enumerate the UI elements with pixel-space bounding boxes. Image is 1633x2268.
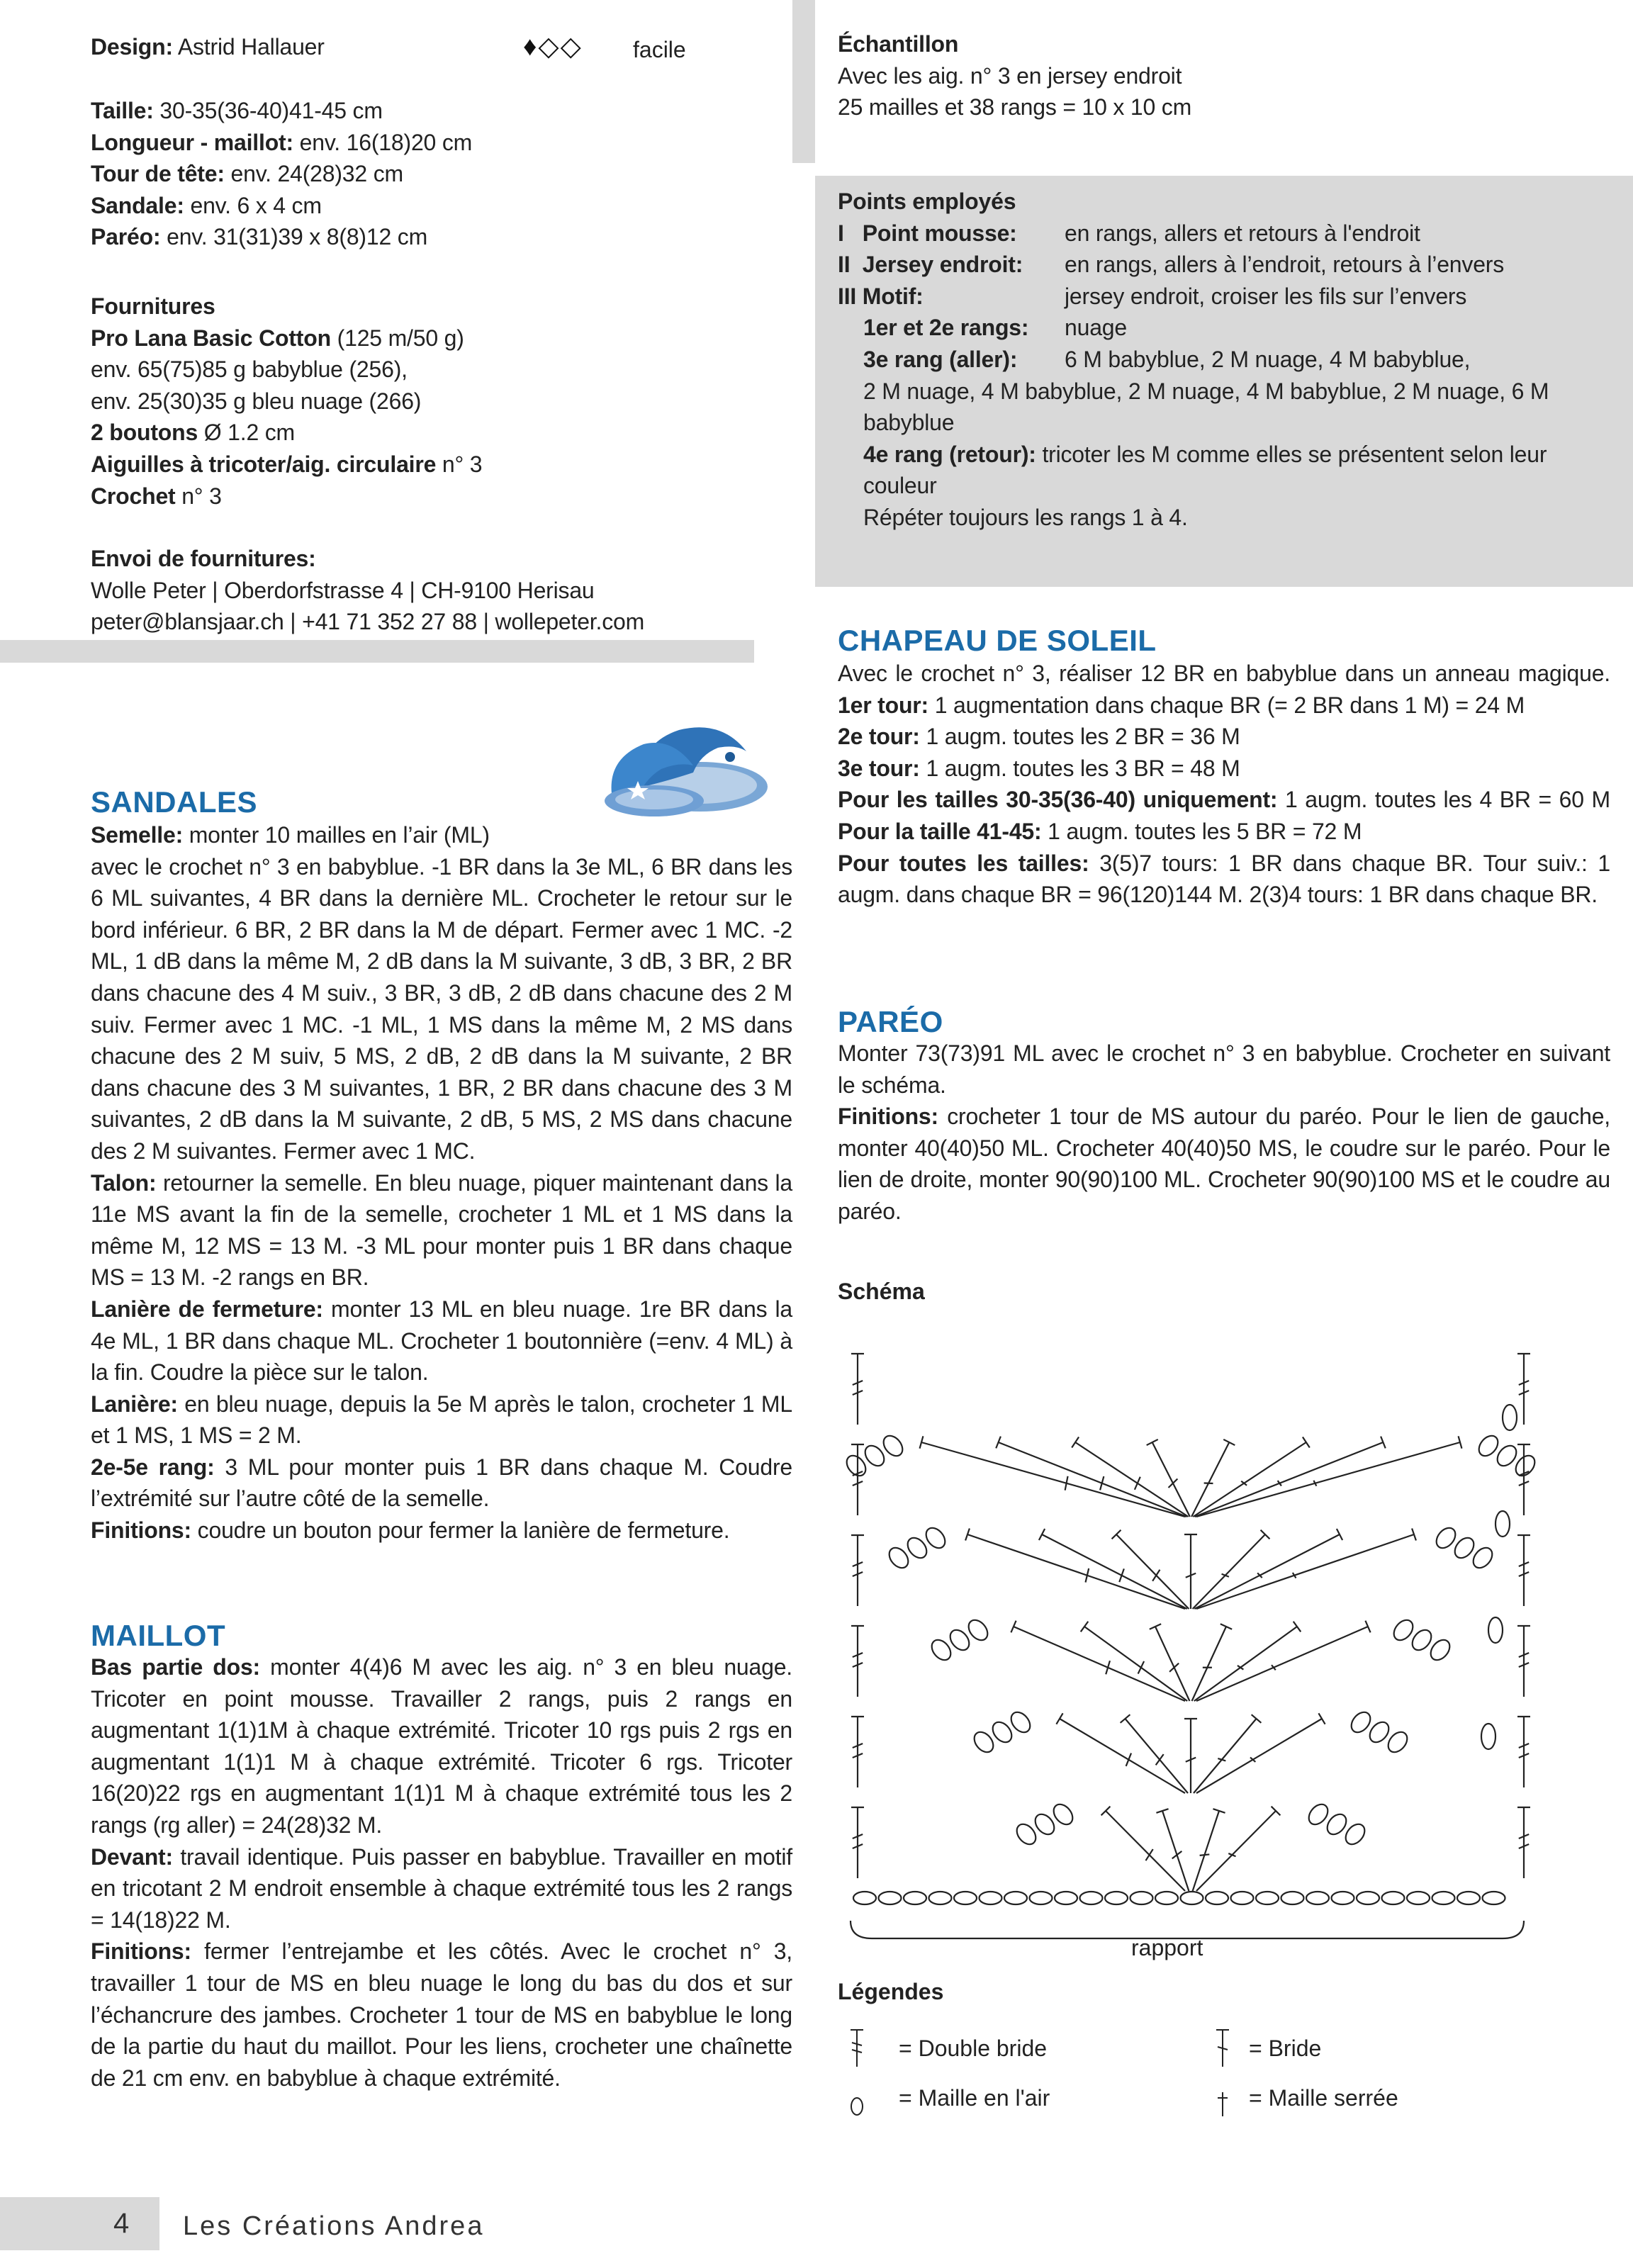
difficulty-label: facile bbox=[633, 37, 686, 62]
chart-stitch-top bbox=[1147, 1439, 1158, 1445]
chart-stitch-bar bbox=[1135, 1477, 1140, 1490]
chart-chain bbox=[1357, 1892, 1379, 1904]
chart-chain bbox=[1130, 1892, 1153, 1904]
chart-stitch-bar bbox=[1145, 1849, 1152, 1860]
chart-stitch-bar bbox=[1138, 1661, 1144, 1674]
chart-chain bbox=[1231, 1892, 1254, 1904]
chart-stitch-top bbox=[1223, 1439, 1235, 1445]
echantillon-section: Échantillon Avec les aig. n° 3 en jersey endroit 25 mailles et 38 rangs = 10 x 10 cm bbox=[838, 28, 1603, 123]
chart-stitch-top bbox=[1150, 1624, 1161, 1629]
difficulty-diamonds-icon: ♦◇◇ bbox=[523, 32, 583, 62]
fournitures-title: Fournitures bbox=[91, 293, 215, 319]
publication-title: Les Créations Andrea bbox=[183, 2211, 485, 2241]
bride-icon bbox=[1212, 2027, 1233, 2070]
chart-chain bbox=[980, 1892, 1002, 1904]
designer-line: Design: Astrid Hallauer bbox=[91, 34, 325, 60]
point-row: III Motif: jersey endroit, croiser les fils sur l’envers bbox=[838, 283, 1467, 309]
echantillon-title: Échantillon bbox=[838, 31, 959, 57]
point-row: II Jersey endroit: en rangs, allers à l’endroit, retours à l’envers bbox=[838, 252, 1505, 278]
point-row: 1er et 2e rangs: nuage bbox=[863, 315, 1127, 341]
pareo-text: Monter 73(73)91 ML avec le crochet n° 3 en babyblue. Crocheter en suivant le schéma. Finitions: crocheter 1 tour de MS autour du paréo. Pour le lien de gauche, monter 40(40)50 ML. Crocheter 40(40)50 MS, le coudre sur le paréo. Pour le lien de droite, monter 90(90)100 ML. Crocheter 90(90)100 MS et le coudre au paréo. bbox=[838, 1040, 1610, 1224]
chart-chain bbox=[1306, 1892, 1329, 1904]
size-row: Tour de tête: env. 24(28)32 cm bbox=[91, 161, 403, 187]
chart-stitch-bar bbox=[1169, 1663, 1179, 1672]
chart-chain bbox=[954, 1892, 977, 1904]
maillot-text: Bas partie dos: monter 4(4)6 M avec les aig. n° 3 en bleu nuage. Tricoter en point mousse. Travailler 2 rangs, puis 2 rangs en augmentant 1(1)1M à chaque extrémité. Tricoter 10 rgs puis 2 rgs en augmentant 1(1)1 M à chaque extrémité. Tricoter 6 rgs. Tricoter 16(20)22 rgs en augmentant 1(1)1 M à chaque extrémité tous les 2 rangs (rg aller) = 24(28)32 M. Devant: travail identique. Puis passer en babyblue. Travailler en motif en tricotant 2 M endroit ensemble à chaque extrémité tous les 2 rangs = 14(18)22 M. Finitions: fermer l’entrejambe et les côtés. Avec le crochet n° 3, travailler 1 tour de MS en bleu nuage le long du bas du dos et sur l’échancrure des jambes. Crocheter 1 tour de MS en babyblue le long de la partie du haut du maillot. Pour les liens, crocheter une chaînette de 21 cm env. en babyblue à chaque extrémité. bbox=[91, 1654, 792, 2091]
chart-stitch bbox=[921, 1442, 1185, 1517]
chart-chain bbox=[1281, 1892, 1304, 1904]
page-number-box bbox=[0, 2197, 159, 2250]
chart-chain bbox=[1483, 1892, 1505, 1904]
chart-stitch bbox=[1106, 1811, 1185, 1891]
point-row: I Point mousse: en rangs, allers et retours à l'endroit bbox=[838, 220, 1420, 246]
chapeau-heading: CHAPEAU DE SOLEIL bbox=[838, 624, 1157, 657]
sizes-list bbox=[91, 95, 729, 253]
chart-chain bbox=[1488, 1617, 1503, 1643]
chart-stitch-bar bbox=[1200, 1854, 1210, 1855]
envoi-address: Wolle Peter | Oberdorfstrasse 4 | CH-9100 Herisau bbox=[91, 577, 595, 603]
chart-chain bbox=[1181, 1892, 1203, 1904]
chart-stitch-top bbox=[1294, 1622, 1301, 1632]
envoi-section bbox=[91, 543, 729, 638]
chart-stitch-top bbox=[1056, 1713, 1062, 1724]
chart-chain bbox=[1105, 1892, 1128, 1904]
chart-stitch-top bbox=[1303, 1437, 1310, 1447]
sandales-text: Semelle: monter 10 mailles en l’air (ML) avec le crochet n° 3 en babyblue. -1 BR dans la 3e ML, 6 BR dans les 6 ML suivantes, 4 BR dans la dernière ML. Crocheter le retour sur le bord inférieur. 6 BR, 2 BR dans la M de départ. Fermer avec 1 MC. -2 ML, 1 dB dans la même M, 2 dB dans la M suivante, 3 dB, 3 BR, 2 BR dans chacune des 4 M suiv., 3 BR, 3 dB, 2 dB dans chacune des 2 M suiv. Fermer avec 1 MC. -1 ML, 1 MS dans la même M, 2 MS dans chacune des 2 M suiv, 5 MS, 2 dB, 2 dB dans la M suivante, 2 BR dans chacune des 3 M suivantes, 1 BR, 2 BR dans chacune des 3 M suivantes, 2 dB dans la M suivante, 2 dB, 5 MS, 2 MS dans chacune des 2 M suivantes. Fermer avec 1 MC. Talon: retourner la semelle. En bleu nuage, piquer maintenant dans la 11e MS avant la fin de la semelle, crocheter 1 ML et 1 MS dans la même M, 12 MS = 13 M. -3 ML pour monter puis 1 BR dans chaque MS = 13 M. -2 rangs en BR. Lanière de fermeture: monter 13 ML en bleu nuage. 1re BR dans la 4e ML, 1 BR dans chaque ML. Crocheter 1 boutonnière (=env. 4 ML) à la fin. Coudre la pièce sur le talon. Lanière: en bleu nuage, depuis la 5e M après le talon, crocheter 1 ML et 1 MS, 1 MS = 2 M. 2e-5e rang: 3 ML pour monter puis 1 BR dans chaque M. Coudre l’extrémité sur l’autre côté de la semelle. Finitions: coudre un bouton pour fermer la lanière de fermeture. bbox=[91, 822, 792, 1544]
chart-stitch-top bbox=[1220, 1624, 1232, 1629]
chart-chain bbox=[853, 1892, 876, 1904]
chart-stitch bbox=[1196, 1719, 1322, 1793]
chart-stitch-bar bbox=[1152, 1570, 1160, 1581]
double-bride-icon bbox=[846, 2027, 868, 2070]
chart-stitch-bar bbox=[1169, 1478, 1178, 1488]
maille-serree-icon bbox=[1212, 2084, 1233, 2119]
chart-chain bbox=[1055, 1892, 1077, 1904]
chart-stitch-top bbox=[1081, 1622, 1089, 1632]
chart-stitch bbox=[1196, 1442, 1460, 1517]
size-row: Longueur - maillot: env. 16(18)20 cm bbox=[91, 129, 473, 155]
point-row: 3e rang (aller): 6 M babyblue, 2 M nuage, 4 M babyblue, bbox=[863, 346, 1471, 372]
size-row: Taille: 30-35(36-40)41-45 cm bbox=[91, 98, 383, 123]
chart-chain bbox=[904, 1892, 926, 1904]
chart-chain bbox=[1030, 1892, 1053, 1904]
chapeau-text: Avec le crochet n° 3, réaliser 12 BR en babyblue dans un anneau magique. 1er tour: 1 augmentation dans chaque BR (= 2 BR dans 1 M) = 24 M 2e tour: 1 augm. toutes les 2 BR = 36 M 3e tour: 1 augm. toutes les 3 BR = 48 M Pour les tailles 30-35(36-40) uniquement: 1 augm. toutes les 4 BR = 60 M Pour la taille 41-45: 1 augm. toutes les 5 BR = 72 M Pour toutes les tailles: 3(5)7 tours: 1 BR dans chaque BR. Tour suiv.: 1 augm. dans chaque BR = 96(120)144 M. 2(3)4 tours: 1 BR dans chaque BR. bbox=[838, 661, 1610, 908]
chart-chain bbox=[1495, 1511, 1510, 1537]
chart-chain bbox=[1155, 1892, 1178, 1904]
points-title: Points employés bbox=[838, 189, 1016, 214]
chart-chain bbox=[929, 1892, 952, 1904]
chart-chain bbox=[1432, 1892, 1455, 1904]
sandal-photo bbox=[594, 702, 774, 822]
chart-stitch-bar bbox=[1172, 1851, 1182, 1859]
chart-chain bbox=[1481, 1724, 1495, 1749]
legendes-title: Légendes bbox=[838, 1979, 944, 2004]
chart-stitch-bar bbox=[1126, 1753, 1131, 1766]
envoi-contact: peter@blansjaar.ch | +41 71 352 27 88 | wollepeter.com bbox=[91, 609, 645, 635]
chart-stitch bbox=[1060, 1719, 1185, 1793]
size-row: Sandale: env. 6 x 4 cm bbox=[91, 192, 322, 218]
chart-stitch bbox=[1126, 1719, 1189, 1793]
chart-chain bbox=[1206, 1892, 1228, 1904]
chart-chain bbox=[1503, 1405, 1517, 1430]
chart-stitch bbox=[1194, 1534, 1340, 1609]
chart-chain bbox=[1332, 1892, 1354, 1904]
legend-maille-serree: = Maille serrée bbox=[1249, 2085, 1398, 2111]
schema-title: Schéma bbox=[838, 1279, 925, 1304]
chart-stitch bbox=[1162, 1811, 1189, 1891]
chart-chain bbox=[879, 1892, 902, 1904]
chart-chain bbox=[1256, 1892, 1279, 1904]
envoi-title: Envoi de fournitures: bbox=[91, 546, 316, 571]
maillot-heading: MAILLOT bbox=[91, 1619, 226, 1652]
legend-bride: = Bride bbox=[1249, 2036, 1322, 2061]
chart-stitch bbox=[1194, 1719, 1257, 1793]
points-section: Points employés I Point mousse: en rangs, allers et retours à l'endroit II Jersey endroit: en rangs, allers à l’endroit, retours à l’envers III Motif: jersey endroit, croiser les fils sur l’envers 1er et 2e rangs: nuage 3e rang (aller): 6 M babyblue, 2 M nuage, 4 M babyblue, 2 M nuage, 4 M babyblue, 2 M nuage, 4 M babyblue, 2 M nuage, 6 M babyblue 4e rang (retour): tricoter les M comme elles se présentent selon leur couleur Répéter toujours les rangs 1 à 4. bbox=[838, 186, 1610, 534]
sandales-heading: SANDALES bbox=[91, 785, 258, 819]
legend-double-bride: = Double bride bbox=[899, 2036, 1048, 2061]
chart-stitch-top bbox=[1072, 1437, 1079, 1447]
fournitures-section: Fournitures Pro Lana Basic Cotton (125 m/50 g) env. 65(75)85 g babyblue (256), env. 25(30)35 g bleu nuage (266) 2 boutons Ø 1.2 cm Aiguilles à tricoter/aig. circulaire n° 3 Crochet n° 3 bbox=[91, 291, 729, 512]
size-row: Paréo: env. 31(31)39 x 8(8)12 cm bbox=[91, 224, 428, 250]
chart-chain bbox=[1080, 1892, 1103, 1904]
chart-stitch bbox=[1193, 1811, 1219, 1891]
maille-air-icon bbox=[846, 2084, 868, 2119]
pareo-heading: PARÉO bbox=[838, 1005, 943, 1038]
legend-maille-air: = Maille en l'air bbox=[899, 2085, 1050, 2111]
chart-stitch-top bbox=[1337, 1529, 1342, 1540]
chart-chain bbox=[1382, 1892, 1405, 1904]
chart-chain bbox=[1004, 1892, 1027, 1904]
chart-stitch bbox=[1196, 1811, 1276, 1891]
crochet-chart bbox=[843, 1311, 1538, 1949]
page-number: 4 bbox=[113, 2208, 130, 2239]
chart-stitch-top bbox=[1039, 1529, 1045, 1540]
chart-chain bbox=[1407, 1892, 1430, 1904]
chart-chain bbox=[1457, 1892, 1480, 1904]
chart-stitch-top bbox=[1318, 1713, 1325, 1724]
chart-stitch bbox=[1042, 1534, 1187, 1609]
rapport-label: rapport bbox=[1131, 1935, 1203, 1960]
